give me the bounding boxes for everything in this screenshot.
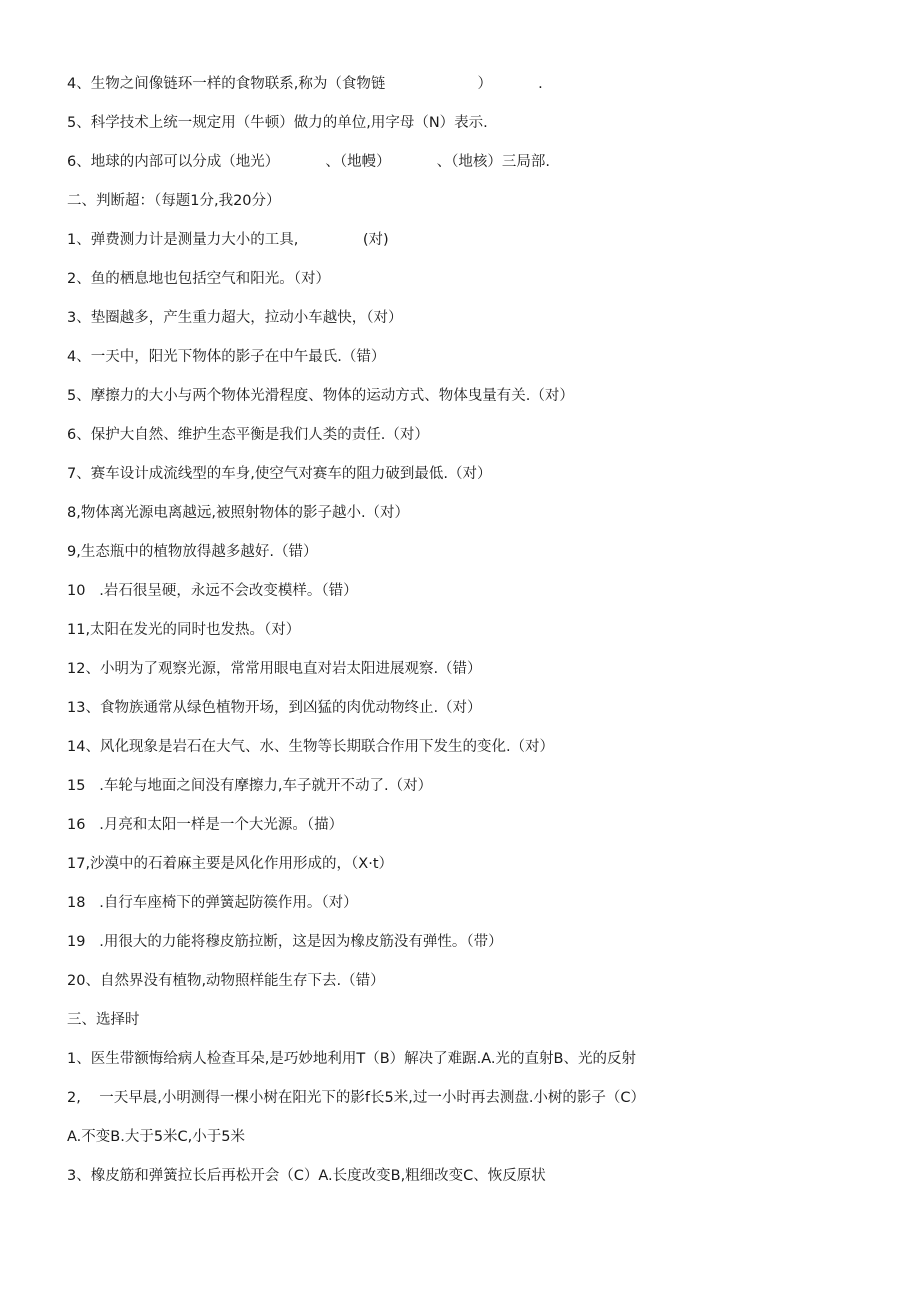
text-line: 11,太阳在发光的同时也发热。（对） — [67, 622, 301, 638]
text-line: 1、医生带额悔给病人检查耳朵,是巧妙地利用T（B）解决了难踞.A.光的直射B、光的反射 — [67, 1051, 636, 1067]
text-line: 6、地球的内部可以分成（地光） 、（地幔） 、（地核）三局部. — [67, 154, 551, 170]
section-heading: 三、选择时 — [67, 1012, 140, 1028]
text-line: 5、摩擦力的大小与两个物体光滑程度、物体的运动方式、物体曳量有关.（对） — [67, 388, 574, 404]
text-line: A.不变B.大于5米C,小于5米 — [67, 1129, 246, 1145]
text-line: 13、食物族通常从绿色植物开场，到凶猛的肉优动物终止.（对） — [67, 700, 482, 716]
text-line: 1、弹费测力计是测量力大小的工具, (对) — [67, 232, 389, 248]
text-line: 16 .月亮和太阳一样是一个大光源。（描） — [67, 817, 344, 833]
text-line: 20、自然界没有植物,动物照样能生存下去.（错） — [67, 973, 385, 989]
text-line: 9,生态瓶中的植物放得越多越好.（错） — [67, 544, 318, 560]
text-line: 3、橡皮筋和弹簧拉长后再松开会（C）A.长度改变B,粗细改变C、恢反原状 — [67, 1168, 546, 1184]
text-line: 8,物体离光源电离越远,被照射物体的影子越小.（对） — [67, 505, 410, 521]
text-line: 19 .用很大的力能将穆皮筋拉断，这是因为橡皮筋没有弹性。（带） — [67, 934, 503, 950]
section-heading: 二、判断超：（每题1分,我20分） — [67, 193, 281, 209]
text-line: 17,沙漠中的石着麻主要是风化作用形成的，（X·t） — [67, 856, 394, 872]
text-line: 10 .岩石很呈硬，永远不会改变模样。（错） — [67, 583, 358, 599]
text-line: 14、风化现象是岩石在大气、水、生物等长期联合作用下发生的变化.（对） — [67, 739, 555, 755]
text-line: 6、保护大自然、维护生态平衡是我们人类的责任.（对） — [67, 427, 429, 443]
text-line: 12、小明为了观察光源，常常用眼电直对岩太阳进展观察.（错） — [67, 661, 482, 677]
text-line: 5、科学技术上统一规定用（牛顿）做力的单位,用字母（N）表示. — [67, 115, 488, 131]
text-line: 2、鱼的栖息地也包括空气和阳光。（对） — [67, 271, 330, 287]
text-line: 7、赛车设计成流线型的车身,使空气对赛车的阻力破到最低.（对） — [67, 466, 492, 482]
text-line: 2, 一天早晨,小明测得一棵小树在阳光下的影f长5米,过一小时再去测盘.小树的影子（C） — [67, 1090, 646, 1106]
text-line: 3、垫圈越多，产生重力超大，拉动小车越快，（对） — [67, 310, 403, 326]
text-line: 15 .车轮与地面之间没有摩擦力,车子就开不动了.（对） — [67, 778, 433, 794]
text-line: 18 .自行车座椅下的弹簧起防篌作用。（对） — [67, 895, 358, 911]
text-line: 4、生物之间像链环一样的食物联系,称为（食物链 ） . — [67, 76, 543, 92]
text-line: 4、一天中，阳光下物体的影子在中午最氏.（错） — [67, 349, 386, 365]
